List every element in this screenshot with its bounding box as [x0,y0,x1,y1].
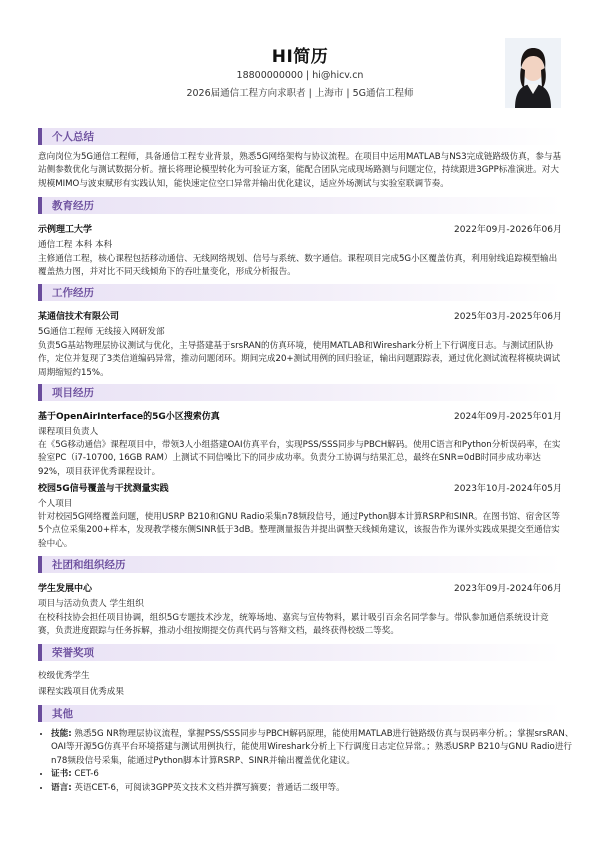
section-accent [38,644,42,661]
section-projects-header [38,384,562,401]
other-item-skills [51,728,577,768]
project-period: 2023年10月-2024年05月 [454,484,562,494]
section-title: 其他 [52,708,73,720]
section-accent [38,284,42,301]
project-name: 基于OpenAirInterface的5G小区搜索仿真 [38,412,220,422]
job-intent: 2026届通信工程方向求职者 | 上海市 | 5G通信工程师 [186,88,414,99]
section-activities-header [38,556,562,573]
summary-text: 意向岗位为5G通信工程师，具备通信工程专业背景，熟悉5G网络架构与协议流程。在项目中运用MATLAB与NS3完成链路级仿真，参与基站侧参数优化与测试数据分析。擅长将理论模型转化为可验证方案，能配合团队完成现场路测与问题定位，持续跟进3GPP标准演进。对大规模MIMO与波束赋形有实践认知，能快速定位空口异常并输出优化建议，适应外场测试与实验室联调节奏。 [38,152,562,189]
header [0,0,600,118]
project-role: 课程项目负责人 [38,427,99,437]
section-title: 社团和组织经历 [52,559,126,571]
honor-item: 校级优秀学生 [38,671,90,681]
section-title: 个人总结 [52,131,94,143]
project-name: 校园5G信号覆盖与干扰测量实践 [38,484,169,494]
section-accent [38,705,42,722]
education-detail: 通信工程 本科 本科 [38,240,113,250]
section-honors-header [38,644,562,661]
other-list [38,728,577,795]
other-item-label: 证书: [51,769,72,780]
other-item-text: 熟悉5G NR物理层协议流程，掌握PSS/SSS同步与PBCH解码原理，能使用MATLAB进行链路级仿真与误码率分析。；掌握srsRAN、OAI等开源5G仿真平台环境搭建与测试用例执行，能使用Wireshark分析上下行调度日志定位异常。；熟悉USRP B210与GNU Radio进行n78频段信号采集，能通过Python脚本计算RSRP、SINR并输出覆盖优化建议。 [51,729,574,766]
work-detail: 5G通信工程师 无线接入网研发部 [38,327,165,337]
avatar [505,38,561,108]
education-period: 2022年09月-2026年06月 [454,225,562,235]
resume-name: HI简历 [271,47,329,67]
project-role: 个人项目 [38,499,73,509]
section-title: 工作经历 [52,287,94,299]
education-text: 主修通信工程，核心课程包括移动通信、无线网络规划、信号与系统、数字通信。课程项目完成5G小区覆盖仿真，利用射线追踪模型输出覆盖热力图，并对比不同天线倾角下的吞吐量变化，形成分析报告。 [38,254,558,278]
portrait-photo [505,38,561,108]
company-name: 某通信技术有限公司 [38,312,120,322]
project-text: 在《5G移动通信》课程项目中，带领3人小组搭建OAI仿真平台，实现PSS/SSS同步与PBCH解码。使用C语言和Python分析误码率，在实验室PC（i7-10700, 16GB RAM）上测试不同信噪比下的同步成功率。负责分工协调与结果汇总，最终在SNR=0dB时同步成功率达92%，项目获评优秀课程设计。 [38,440,561,477]
activity-detail: 项目与活动负责人 学生组织 [38,599,144,609]
section-other-header [38,705,562,722]
contact-info: 18800000000 | hi@hicv.cn [236,70,364,81]
organization-name: 学生发展中心 [38,584,93,594]
section-work-header [38,284,562,301]
school-name: 示例理工大学 [38,225,93,235]
activity-period: 2023年09月-2024年06月 [454,584,562,594]
other-item-text: 英语CET-6，可阅读3GPP英文技术文档并撰写摘要；普通话二级甲等。 [71,782,345,793]
section-accent [38,197,42,214]
other-item-label: 技能: [51,729,72,739]
other-item-text: CET-6 [71,769,99,780]
other-item-label: 语言: [51,782,72,793]
work-text: 负责5G基站物理层协议测试与优化，主导搭建基于srsRAN的仿真环境，使用MATLAB和Wireshark分析上下行调度日志。与测试团队协作，定位并复现了3类信道编码异常，推动问题闭环。期间完成20+测试用例的回归验证，输出问题跟踪表，通过优化测试流程将模块调试周期缩短约15%。 [38,341,561,378]
section-title: 教育经历 [52,200,94,212]
section-title: 荣誉奖项 [52,647,94,659]
project-text: 针对校园5G网络覆盖问题，使用USRP B210和GNU Radio采集n78频段信号，通过Python脚本计算RSRP和SINR。在图书馆、宿舍区等5个点位采集200+样本，发现教学楼东侧SINR低于3dB。整理测量报告并提出调整天线倾角建议，该报告作为课外实践成果提交至通信实验中心。 [38,512,561,549]
activity-text: 在校科技协会担任项目协调，组织5G专题技术沙龙，统筹场地、嘉宾与宣传物料，累计吸引百余名同学参与。带队参加通信系统设计竞赛，负责进度跟踪与任务拆解，推动小组按期提交仿真代码与答辩文档，最终获得校级二等奖。 [38,613,549,637]
section-education-header [38,197,562,214]
section-title: 项目经历 [52,387,94,399]
honor-item: 课程实践项目优秀成果 [38,687,124,697]
section-accent [38,384,42,401]
project-period: 2024年09月-2025年01月 [454,412,562,422]
other-item-certificate [51,768,577,781]
section-accent [38,556,42,573]
section-summary-header [38,128,562,145]
other-item-language [51,782,577,795]
work-period: 2025年03月-2025年06月 [454,312,562,322]
section-accent [38,128,42,145]
